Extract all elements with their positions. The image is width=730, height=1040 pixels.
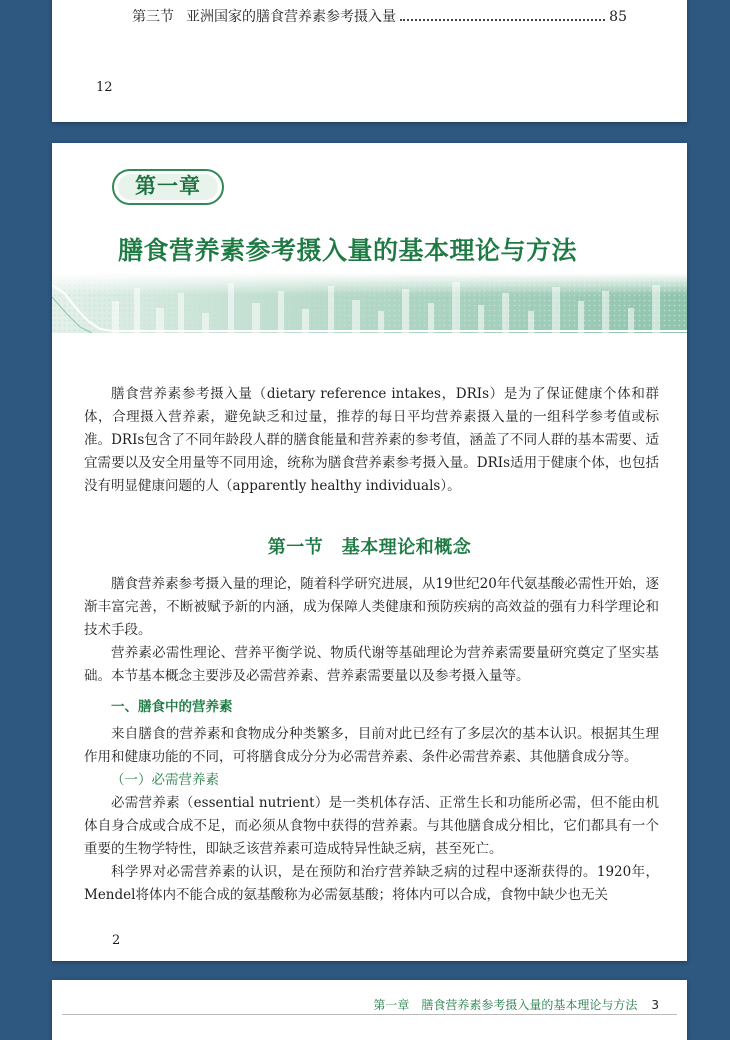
section-body [84,573,659,907]
sub-subsection-heading: （一）必需营养素 [111,772,219,788]
header-rule [62,1014,677,1015]
running-header-title: 第一章 膳食营养素参考摄入量的基本理论与方法 [373,998,638,1012]
intro-text [84,383,659,498]
main-page [52,143,687,961]
next-page [52,980,687,1040]
page-number: 12 [96,80,113,95]
sub-subsection-paragraph-1: 必需营养素（essential nutrient）是一类机体存活、正常生长和功能所必需，但不能由机体自身合成或合成不足，而必须从食物中获得的营养素。与其他膳食成分相比，它们都具有一个重要的生物学特性，即缺乏该营养素可造成特异性缺乏病，甚至死亡。 [84,795,659,857]
section-paragraph-1: 膳食营养素参考摄入量的理论，随着科学研究进展，从19世纪20年代氨基酸必需性开始，逐渐丰富完善，不断被赋予新的内涵，成为保障人类健康和预防疾病的高效益的强有力科学理论和技术手段。 [84,576,659,638]
intro-paragraph: 膳食营养素参考摄入量（dietary reference intakes，DRIs）是为了保证健康个体和群体，合理摄入营养素，避免缺乏和过量，推荐的每日平均营养素摄入量的一组科学参考值或标准。DRIs包含了不同年龄段人群的膳食能量和营养素的参考值，涵盖了不同人群的基本需要、适宜需要以及安全用量等不同用途，统称为膳食营养素参考摄入量。DRIs适用于健康个体，也包括没有明显健康问题的人（apparently healthy individuals）。 [84,386,659,494]
chapter-banner [52,143,687,343]
toc-entry[interactable] [132,6,627,26]
chapter-label-badge [112,169,224,205]
running-header [373,996,659,1013]
subsection-paragraph: 来自膳食的营养素和食物成分种类繁多，目前对此已经有了多层次的基本认识。根据其生理作用和健康功能的不同，可将膳食成分分为必需营养素、条件必需营养素、其他膳食成分等。 [84,726,659,765]
toc-page-number: 85 [609,9,627,25]
page-number: 3 [651,998,659,1012]
section-paragraph-2: 营养素必需性理论、营养平衡学说、物质代谢等基础理论为营养素需要量研究奠定了坚实基础。本节基本概念主要涉及必需营养素、营养素需要量以及参考摄入量等。 [84,645,659,684]
sub-subsection-paragraph-2: 科学界对必需营养素的认识，是在预防和治疗营养缺乏病的过程中逐渐获得的。1920年，Mendel将体内不能合成的氨基酸称为必需氨基酸；将体内可以合成，食物中缺少也无关 [84,864,659,903]
section-title: 第一节 基本理论和概念 [267,537,472,558]
chapter-title: 膳食营养素参考摄入量的基本理论与方法 [118,236,578,265]
toc-leader-dots [400,19,605,21]
subsection-heading: 一、膳食中的营养素 [111,699,233,715]
toc-section-number: 第三节 [132,9,174,25]
previous-page [52,0,687,122]
toc-section-title: 亚洲国家的膳食营养素参考摄入量 [186,9,396,25]
page-number: 2 [112,933,121,948]
chapter-label: 第一章 [118,174,218,200]
